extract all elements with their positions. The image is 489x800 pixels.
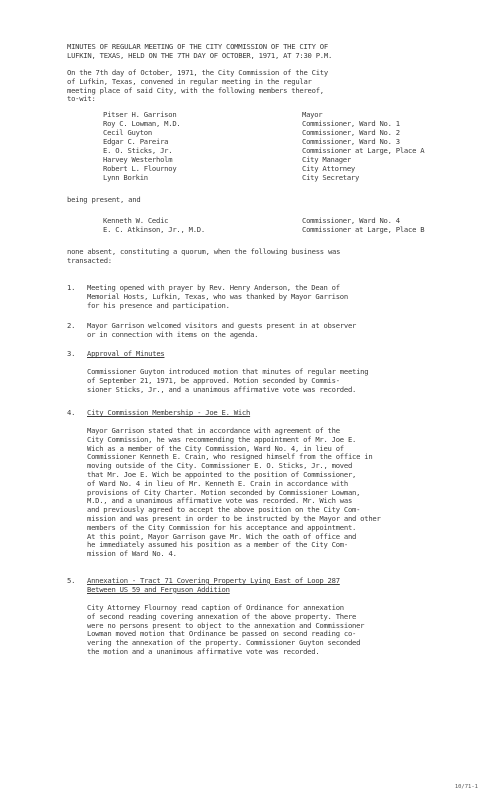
item-title: Annexation - Tract 71 Covering Property Lying East of Loop 287 Between US 59 and Ferguson Addition — [87, 576, 340, 594]
member-title: Commissioner at Large, Place A — [302, 146, 425, 155]
intro-paragraph: On the 7th day of October, 1971, the City Commission of the City of Lufkin, Texas, convened in regular meeting in the regular meeting place of said City, with the following members thereof, to-wit: — [67, 68, 328, 104]
item-number: 2. — [67, 321, 76, 330]
item-text: Mayor Garrison welcomed visitors and guests present in at observer or in connection with items on the agenda. — [87, 321, 357, 339]
item-text: City Attorney Flournoy read caption of Ordinance for annexation of second reading covering annexation of the above property. There were no persons present to object to the annexation and Commissioner Lowman moved motion that Ordinance be passed on second reading co- vering the annexation of the property. Commissioner Guyton seconded the motion and a unanimous affirmative vote was recorded. — [87, 603, 365, 656]
member-name: E. O. Sticks, Jr. — [103, 146, 173, 155]
member-name: Pitser H. Garrison — [103, 110, 177, 119]
member-title: Commissioner, Ward No. 2 — [302, 128, 400, 137]
member-title: Commissioner, Ward No. 3 — [302, 137, 400, 146]
member-name: Edgar C. Pareira — [103, 137, 169, 146]
member-title: City Manager — [302, 155, 351, 164]
item-title: City Commission Membership - Joe E. Wich — [87, 408, 251, 417]
item-text: Commissioner Guyton introduced motion that minutes of regular meeting of September 21, 1971, be approved. Motion seconded by Commis- sioner Sticks, Jr., and a unanimous affirmative vote was recorded. — [87, 367, 369, 394]
absent-member-name: E. C. Atkinson, Jr., M.D. — [103, 225, 205, 234]
absent-member-name: Kenneth W. Cedic — [103, 216, 169, 225]
item-number: 5. — [67, 576, 76, 585]
member-name: Lynn Borkin — [103, 173, 148, 182]
item-text: Meeting opened with prayer by Rev. Henry Anderson, the Dean of Memorial Hosts, Lufkin, Texas, who was thanked by Mayor Garrison for his presence and participation. — [87, 283, 348, 310]
item-number: 1. — [67, 283, 76, 292]
item-text: Mayor Garrison stated that in accordance with agreement of the City Commission, he was recommending the appointment of Mr. Joe E. Wich as a member of the City Commission, Ward No. 4, in lieu of Commissioner Kenneth E. Crain, who resigned himself from the office in moving outside of the City. Commissioner E. O. Sticks, Jr., moved that Mr. Joe E. Wich be appointed to the position of Commissioner, of Ward No. 4 in lieu of Mr. Kenneth E. Crain in accordance with provisions of City Charter. Motion seconded by Commissioner Lowman, M.D., and a unanimous affirmative vote was recorded. Mr. Wich was and previously agreed to accept the above position on the City Com- mission and was present in order to be instructed by the Mayor and other members of the City Commission for his acceptance and appointment. At this point, Mayor Garrison gave Mr. Wich the oath of office and he immediately assumed his position as a member of the City Com- mission of Ward No. 4. — [87, 426, 381, 559]
absent-member-title: Commissioner at Large, Place B — [302, 225, 425, 234]
member-name: Cecil Guyton — [103, 128, 152, 137]
quorum-statement: none absent, constituting a quorum, when the following business was transacted: — [67, 247, 341, 265]
member-name: Harvey Westerholm — [103, 155, 173, 164]
being-present-line: being present, and — [67, 195, 141, 204]
item-number: 3. — [67, 349, 76, 358]
member-title: City Secretary — [302, 173, 360, 182]
member-title: Commissioner, Ward No. 1 — [302, 119, 400, 128]
item-title: Approval of Minutes — [87, 349, 165, 358]
member-title: City Attorney — [302, 164, 356, 173]
member-title: Mayor — [302, 110, 323, 119]
absent-member-title: Commissioner, Ward No. 4 — [302, 216, 400, 225]
member-name: Roy C. Lowman, M.D. — [103, 119, 181, 128]
minutes-heading: MINUTES OF REGULAR MEETING OF THE CITY COMMISSION OF THE CITY OF LUFKIN, TEXAS, HELD ON THE 7TH DAY OF OCTOBER, 1971, AT 7:30 P.M. — [67, 42, 333, 60]
page-stamp: 10/71-1 — [454, 784, 478, 790]
member-name: Robert L. Flournoy — [103, 164, 177, 173]
item-number: 4. — [67, 408, 76, 417]
